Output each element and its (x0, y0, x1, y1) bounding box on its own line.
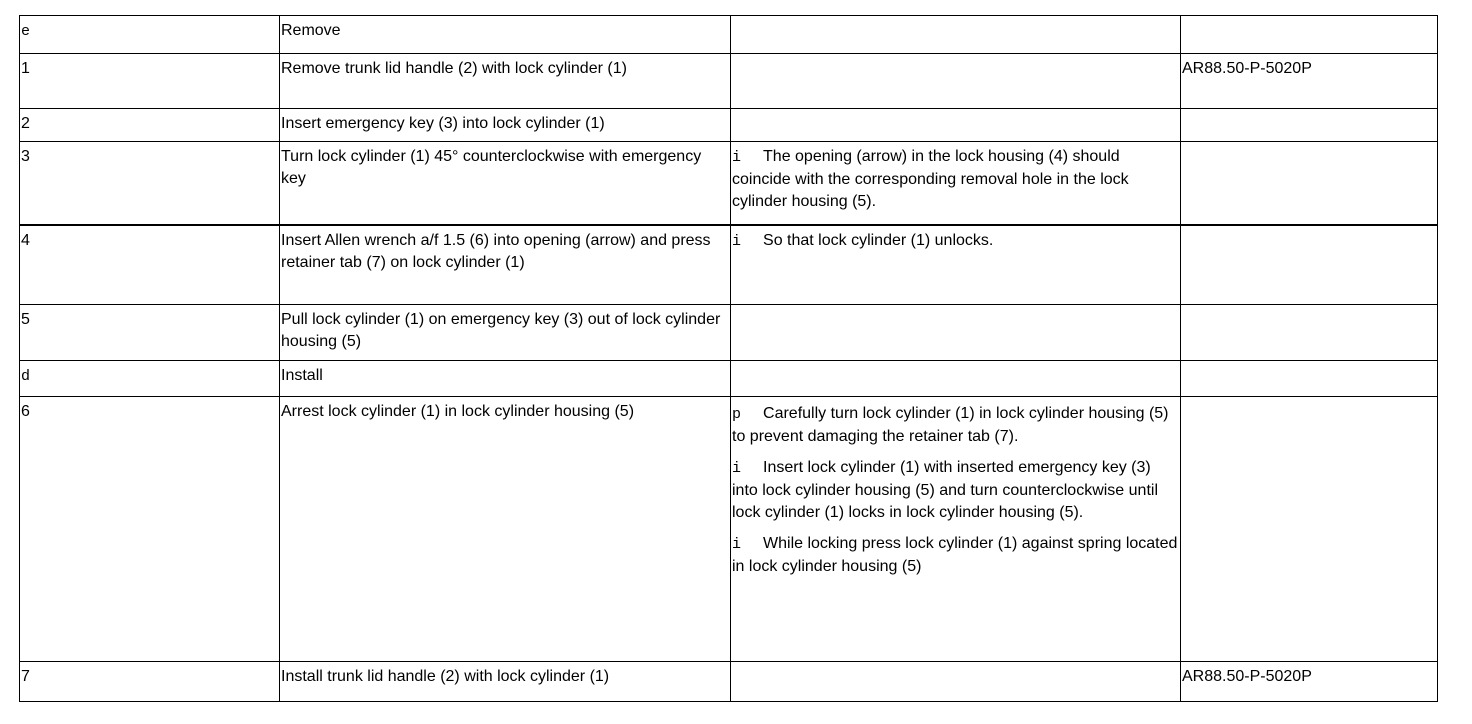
note-text: Carefully turn lock cylinder (1) in lock cylinder housing (5) to prevent damaging the retainer tab (7). (732, 405, 1169, 445)
action-cell: Insert Allen wrench a/f 1.5 (6) into opening (arrow) and press retainer tab (7) on lock cylinder (1) (280, 225, 731, 305)
action-cell: Install trunk lid handle (2) with lock cylinder (1) (280, 662, 731, 702)
table-row (20, 109, 1438, 142)
step-cell (20, 361, 280, 397)
info-icon: i (732, 536, 742, 553)
reference-cell (1181, 225, 1438, 305)
step-cell: 5 (20, 305, 280, 361)
step-cell: 2 (20, 109, 280, 142)
table-row (20, 54, 1438, 109)
note-cell (731, 225, 1181, 305)
reference-cell: AR88.50-P-5020P (1181, 662, 1438, 702)
note (732, 533, 1179, 578)
step-cell (20, 16, 280, 54)
info-icon: i (732, 149, 742, 166)
note-cell (731, 662, 1181, 702)
note (732, 403, 1179, 448)
action-cell: Install (280, 361, 731, 397)
procedure-table (19, 15, 1438, 702)
action-cell: Remove trunk lid handle (2) with lock cylinder (1) (280, 54, 731, 109)
info-icon: i (732, 232, 742, 250)
table-row (20, 662, 1438, 702)
table-row (20, 305, 1438, 361)
table-row (20, 361, 1438, 397)
step-label: d (21, 368, 31, 385)
info-icon: i (732, 460, 742, 477)
note-cell (731, 142, 1181, 225)
reference-cell (1181, 142, 1438, 225)
table-row (20, 397, 1438, 662)
note-text: Insert lock cylinder (1) with inserted emergency key (3) into lock cylinder housing (5) and turn counterclockwise until lock cylinder (1) locks in lock cylinder housing (5). (732, 459, 1158, 521)
caution-icon: p (732, 406, 742, 423)
note-text: So that lock cylinder (1) unlocks. (763, 231, 994, 249)
action-cell: Turn lock cylinder (1) 45° counterclockwise with emergency key (280, 142, 731, 225)
reference-cell (1181, 16, 1438, 54)
step-label: e (21, 23, 31, 40)
reference-cell (1181, 305, 1438, 361)
note-cell (731, 397, 1181, 662)
step-cell: 7 (20, 662, 280, 702)
action-cell: Pull lock cylinder (1) on emergency key (3) out of lock cylinder housing (5) (280, 305, 731, 361)
note (732, 457, 1179, 524)
action-cell: Remove (280, 16, 731, 54)
note-cell (731, 16, 1181, 54)
table-row (20, 142, 1438, 225)
note (732, 146, 1179, 213)
note-cell (731, 109, 1181, 142)
reference-cell: AR88.50-P-5020P (1181, 54, 1438, 109)
note-cell (731, 361, 1181, 397)
note-cell (731, 54, 1181, 109)
table-row (20, 225, 1438, 305)
action-cell: Arrest lock cylinder (1) in lock cylinder housing (5) (280, 397, 731, 662)
table-row (20, 16, 1438, 54)
note (732, 230, 1179, 253)
step-cell: 4 (20, 225, 280, 305)
reference-cell (1181, 397, 1438, 662)
action-cell: Insert emergency key (3) into lock cylinder (1) (280, 109, 731, 142)
step-cell: 6 (20, 397, 280, 662)
step-cell: 3 (20, 142, 280, 225)
reference-cell (1181, 361, 1438, 397)
step-cell: 1 (20, 54, 280, 109)
note-text: The opening (arrow) in the lock housing (4) should coincide with the corresponding removal hole in the lock cylinder housing (5). (732, 148, 1129, 210)
note-cell (731, 305, 1181, 361)
note-text: While locking press lock cylinder (1) against spring located in lock cylinder housing (5) (732, 535, 1178, 575)
reference-cell (1181, 109, 1438, 142)
